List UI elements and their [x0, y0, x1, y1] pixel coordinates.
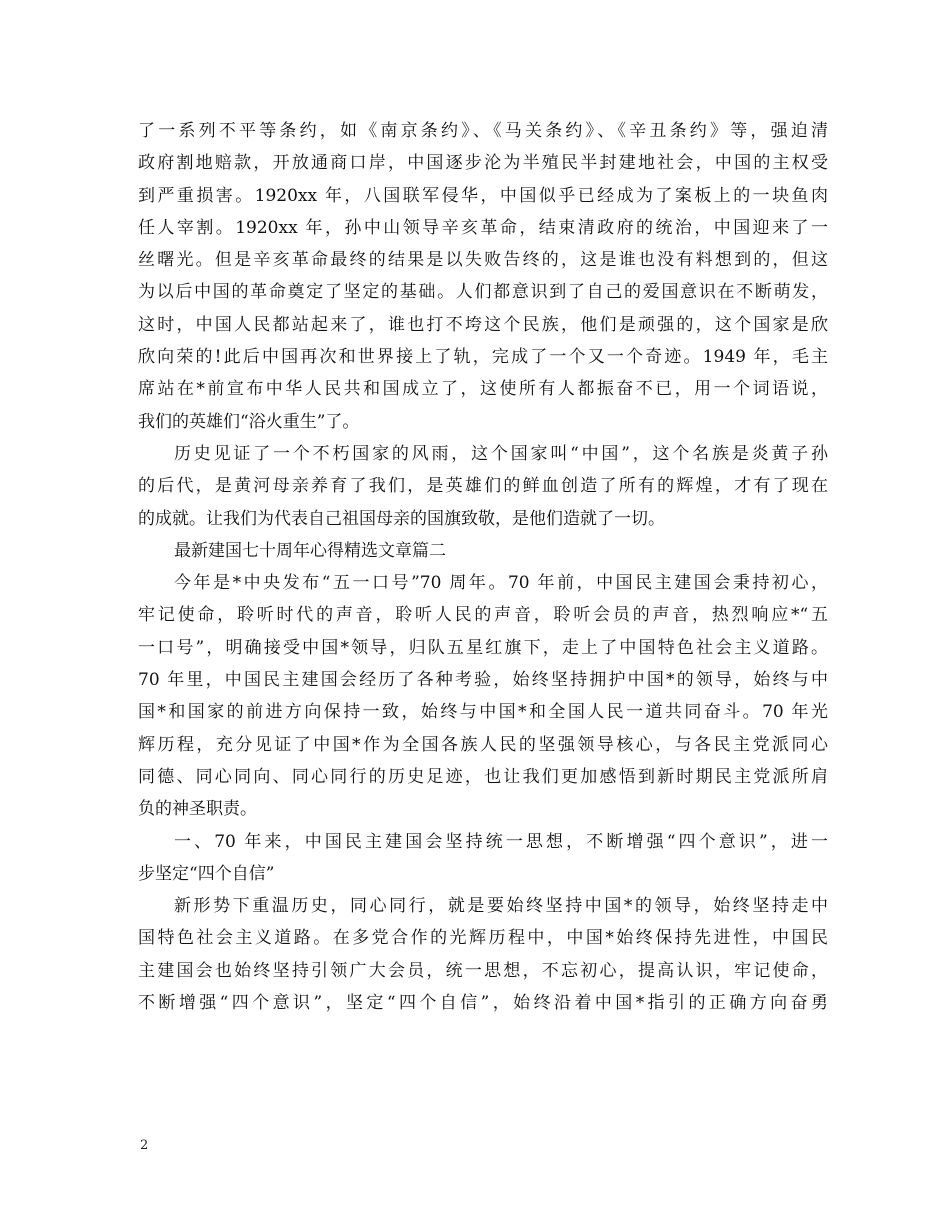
text-line: 了一系列不平等条约，如《南京条约》、《马关条约》、《辛丑条约》等，强迫清	[138, 121, 828, 141]
text-line: 政府割地赔款，开放通商口岸，中国逐步沦为半殖民半封建地社会，中国的主权受	[138, 153, 828, 174]
text-line: 最新建国七十周年心得精选文章篇二	[174, 540, 446, 561]
text-line: 今年是*中央发布“五一口号”70 周年。70 年前，中国民主建国会秉持初心，	[174, 573, 828, 594]
text-line: 负的神圣职责。	[138, 799, 257, 820]
document-body	[138, 115, 828, 1019]
text-line: 欣向荣的!此后中国再次和世界接上了轨，完成了一个又一个奇迹。1949 年，毛主	[138, 347, 828, 368]
text-line: 国*和国家的前进方向保持一致，始终与中国*和全国人民一道共同奋斗。70 年光	[138, 702, 828, 723]
text-line: 一、70 年来，中国民主建国会坚持统一思想，不断增强“四个意识”，进一	[174, 831, 828, 852]
paragraph	[138, 890, 828, 1019]
text-line: 的后代，是黄河母亲养育了我们，是英雄们的鲜血创造了所有的辉煌，才有了现在	[138, 476, 828, 497]
text-line: 丝曙光。但是辛亥革命最终的结果是以失败告终的，这是谁也没有料想到的，但这	[138, 250, 828, 271]
text-line: 历史见证了一个不朽国家的风雨，这个国家叫“中国”，这个名族是炎黄子孙	[174, 443, 828, 464]
text-line: 不断增强“四个意识”，坚定“四个自信”，始终沿着中国*指引的正确方向奋勇	[138, 993, 828, 1014]
text-line: 我们的英雄们“浴火重生”了。	[138, 411, 360, 432]
paragraph	[138, 438, 828, 535]
paragraph	[138, 567, 828, 825]
text-line: 到严重损害。1920xx 年，八国联军侵华，中国似乎已经成为了案板上的一块鱼肉	[138, 185, 828, 206]
text-line: 的成就。让我们为代表自己祖国母亲的国旗致敬，是他们造就了一切。	[138, 508, 665, 529]
paragraph	[138, 826, 828, 891]
text-line: 牢记使命，聆听时代的声音，聆听人民的声音，聆听会员的声音，热烈响应*“五	[138, 605, 828, 626]
text-line: 步坚定“四个自信”	[138, 863, 275, 884]
text-line: 席站在*前宣布中华人民共和国成立了，这使所有人都振奋不已，用一个词语说，	[138, 379, 828, 400]
text-line: 这时，中国人民都站起来了，谁也打不垮这个民族，他们是顽强的，这个国家是欣	[138, 314, 828, 335]
text-line: 同德、同心同向、同心同行的历史足迹，也让我们更加感悟到新时期民主党派所肩	[138, 766, 828, 787]
text-line: 70 年里，中国民主建国会经历了各种考验，始终坚持拥护中国*的领导，始终与中	[138, 670, 828, 691]
text-line: 一口号”，明确接受中国*领导，归队五星红旗下，走上了中国特色社会主义道路。	[138, 637, 828, 658]
text-line: 任人宰割。1920xx 年，孙中山领导辛亥革命，结束清政府的统治，中国迎来了一	[138, 217, 828, 238]
paragraph	[138, 535, 828, 567]
text-line: 新形势下重温历史，同心同行，就是要始终坚持中国*的领导，始终坚持走中	[174, 896, 828, 917]
page-number: 2	[140, 1138, 149, 1153]
text-line: 主建国会也始终坚持引领广大会员，统一思想，不忘初心，提高认识，牢记使命，	[138, 960, 828, 981]
text-line: 国特色社会主义道路。在多党合作的光辉历程中，中国*始终保持先进性，中国民	[138, 928, 828, 949]
paragraph	[138, 115, 828, 438]
text-line: 辉历程，充分见证了中国*作为全国各族人民的坚强领导核心，与各民主党派同心	[138, 734, 828, 755]
text-line: 为以后中国的革命奠定了坚定的基础。人们都意识到了自己的爱国意识在不断萌发，	[138, 282, 828, 303]
